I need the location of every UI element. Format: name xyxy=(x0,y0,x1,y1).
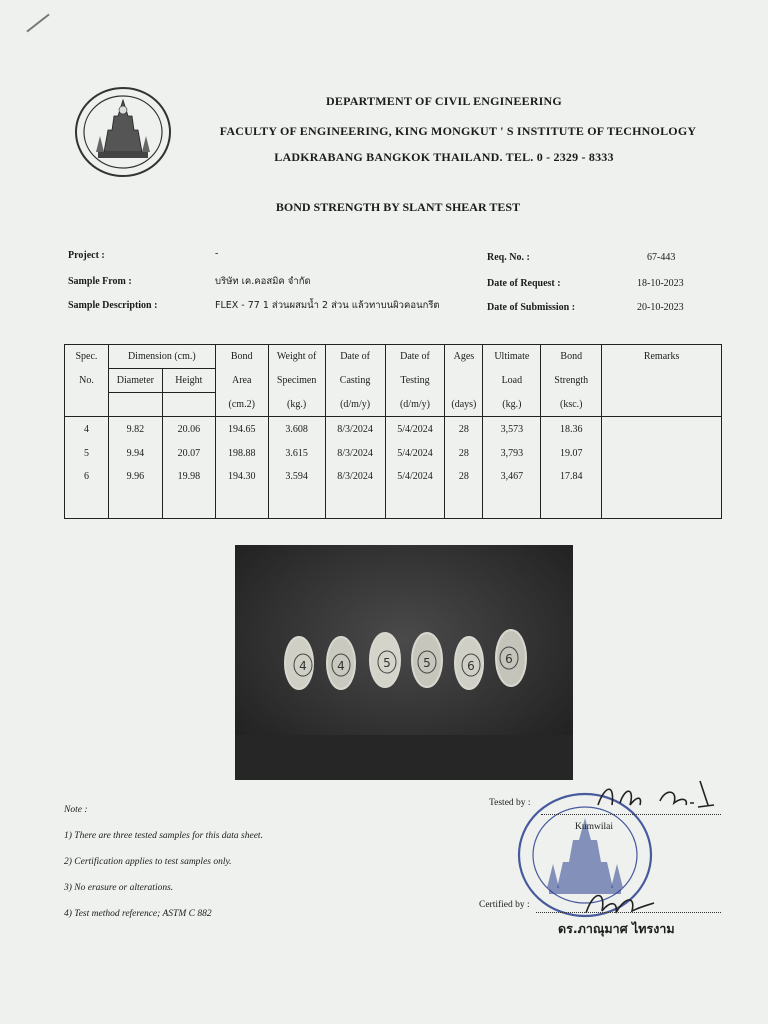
cell-strength: 17.84 xyxy=(541,466,602,518)
notes-section xyxy=(64,805,263,935)
col-weight-unit: (kg.) xyxy=(268,393,325,417)
col-diameter-header: Diameter xyxy=(108,369,162,393)
specimen-label: 4 xyxy=(299,659,307,673)
cell-casting: 8/3/2024 xyxy=(325,417,385,442)
table-row xyxy=(65,417,722,442)
date-of-submission-value: 20-10-2023 xyxy=(637,302,684,313)
cell-ages: 28 xyxy=(445,417,483,442)
col-height-header-3 xyxy=(162,393,215,417)
cell-height: 19.98 xyxy=(162,466,215,518)
cell-testing: 5/4/2024 xyxy=(385,417,445,442)
specimen-label: 6 xyxy=(467,659,475,673)
col-bond-area-unit: (cm.2) xyxy=(215,393,268,417)
col-ages-unit: (days) xyxy=(445,393,483,417)
cell-testing: 5/4/2024 xyxy=(385,466,445,518)
col-spec-header: Spec. xyxy=(65,345,109,369)
cell-diameter: 9.82 xyxy=(108,417,162,442)
col-remarks-header-2 xyxy=(602,369,722,393)
col-dimension-header: Dimension (cm.) xyxy=(108,345,215,369)
col-casting-header-2: Casting xyxy=(325,369,385,393)
req-no-value: 67-443 xyxy=(647,252,676,263)
specimen-label: 4 xyxy=(337,659,345,673)
cell-weight: 3.615 xyxy=(268,441,325,466)
note-item: 4) Test method reference; ASTM C 882 xyxy=(64,909,212,919)
certified-by-line xyxy=(536,912,721,913)
date-of-submission-label: Date of Submission : xyxy=(487,302,576,313)
cell-casting: 8/3/2024 xyxy=(325,466,385,518)
cell-spec: 4 xyxy=(65,417,109,442)
cell-area: 198.88 xyxy=(215,441,268,466)
col-load-header: Ultimate xyxy=(483,345,541,369)
col-load-header-2: Load xyxy=(483,369,541,393)
cell-load: 3,793 xyxy=(483,441,541,466)
tested-by-label: Tested by : xyxy=(489,798,531,808)
note-item: 2) Certification applies to test samples only. xyxy=(64,857,232,867)
specimen-label: 6 xyxy=(505,652,513,666)
cell-ages: 28 xyxy=(445,466,483,518)
col-remarks-header-3 xyxy=(602,393,722,417)
cell-spec: 5 xyxy=(65,441,109,466)
cell-remarks xyxy=(602,441,722,466)
report-title: BOND STRENGTH BY SLANT SHEAR TEST xyxy=(275,200,521,214)
col-casting-unit: (d/m/y) xyxy=(325,393,385,417)
tested-by-name: Kumwilai xyxy=(575,822,613,832)
col-load-unit: (kg.) xyxy=(483,393,541,417)
col-diameter-header-3 xyxy=(108,393,162,417)
col-testing-unit: (d/m/y) xyxy=(385,393,445,417)
cell-diameter: 9.96 xyxy=(108,466,162,518)
cell-strength: 19.07 xyxy=(541,441,602,466)
sample-from-label: Sample From : xyxy=(68,276,132,287)
col-ages-header: Ages xyxy=(445,345,483,369)
table-row xyxy=(65,441,722,466)
cell-spec: 6 xyxy=(65,466,109,518)
col-ages-header-2 xyxy=(445,369,483,393)
specimen-label: 5 xyxy=(423,656,431,670)
sample-description-label: Sample Description : xyxy=(68,300,158,311)
col-spec-header-3 xyxy=(65,393,109,417)
cell-casting: 8/3/2024 xyxy=(325,441,385,466)
cell-diameter: 9.94 xyxy=(108,441,162,466)
results-table xyxy=(64,344,722,519)
tested-by-line xyxy=(541,814,721,815)
address-phone: LADKRABANG BANGKOK THAILAND. TEL. 0 - 2329 - 8333 xyxy=(274,150,614,164)
cell-load: 3,467 xyxy=(483,466,541,518)
col-bond-area-header: Bond xyxy=(215,345,268,369)
pen-mark xyxy=(26,14,49,33)
cell-strength: 18.36 xyxy=(541,417,602,442)
cell-weight: 3.608 xyxy=(268,417,325,442)
table-row xyxy=(65,466,722,518)
col-height-header: Height xyxy=(162,369,215,393)
cell-weight: 3.594 xyxy=(268,466,325,518)
faculty-name: FACULTY OF ENGINEERING, KING MONGKUT ' S INSTITUTE OF TECHNOLOGY xyxy=(219,124,697,138)
note-item: 1) There are three tested samples for this data sheet. xyxy=(64,831,263,841)
col-testing-header: Date of xyxy=(385,345,445,369)
cell-testing: 5/4/2024 xyxy=(385,441,445,466)
col-weight-header: Weight of xyxy=(268,345,325,369)
col-strength-header-2: Strength xyxy=(541,369,602,393)
note-item: 3) No erasure or alterations. xyxy=(64,883,174,893)
notes-heading: Note : xyxy=(64,805,88,815)
date-of-request-value: 18-10-2023 xyxy=(637,278,684,289)
req-no-label: Req. No. : xyxy=(487,252,530,263)
col-testing-header-2: Testing xyxy=(385,369,445,393)
certified-by-label: Certified by : xyxy=(479,900,530,910)
cell-remarks xyxy=(602,417,722,442)
department-name: DEPARTMENT OF CIVIL ENGINEERING xyxy=(326,94,562,108)
cell-area: 194.30 xyxy=(215,466,268,518)
certified-by-name: ดร.ภาณุมาศ ไทรงาม xyxy=(558,921,675,936)
sample-description-value: FLEX - 77 1 ส่วนผสมน้ำ 2 ส่วน แล้วทาบนผิวคอนกรีต xyxy=(215,300,440,311)
cell-load: 3,573 xyxy=(483,417,541,442)
col-strength-unit: (ksc.) xyxy=(541,393,602,417)
cell-remarks xyxy=(602,466,722,518)
date-of-request-label: Date of Request : xyxy=(487,278,561,289)
col-remarks-header: Remarks xyxy=(602,345,722,369)
specimen-photo xyxy=(235,545,573,780)
col-strength-header: Bond xyxy=(541,345,602,369)
col-casting-header: Date of xyxy=(325,345,385,369)
col-bond-area-header-2: Area xyxy=(215,369,268,393)
col-spec-header-2: No. xyxy=(65,369,109,393)
specimen-label: 5 xyxy=(383,656,391,670)
cell-height: 20.06 xyxy=(162,417,215,442)
cell-ages: 28 xyxy=(445,441,483,466)
project-label: Project : xyxy=(68,250,105,261)
project-value: - xyxy=(215,248,219,259)
cell-height: 20.07 xyxy=(162,441,215,466)
sample-from-value: บริษัท เค.คอสมิค จำกัด xyxy=(215,276,311,287)
cell-area: 194.65 xyxy=(215,417,268,442)
certifier-signature xyxy=(580,883,660,923)
col-weight-header-2: Specimen xyxy=(268,369,325,393)
